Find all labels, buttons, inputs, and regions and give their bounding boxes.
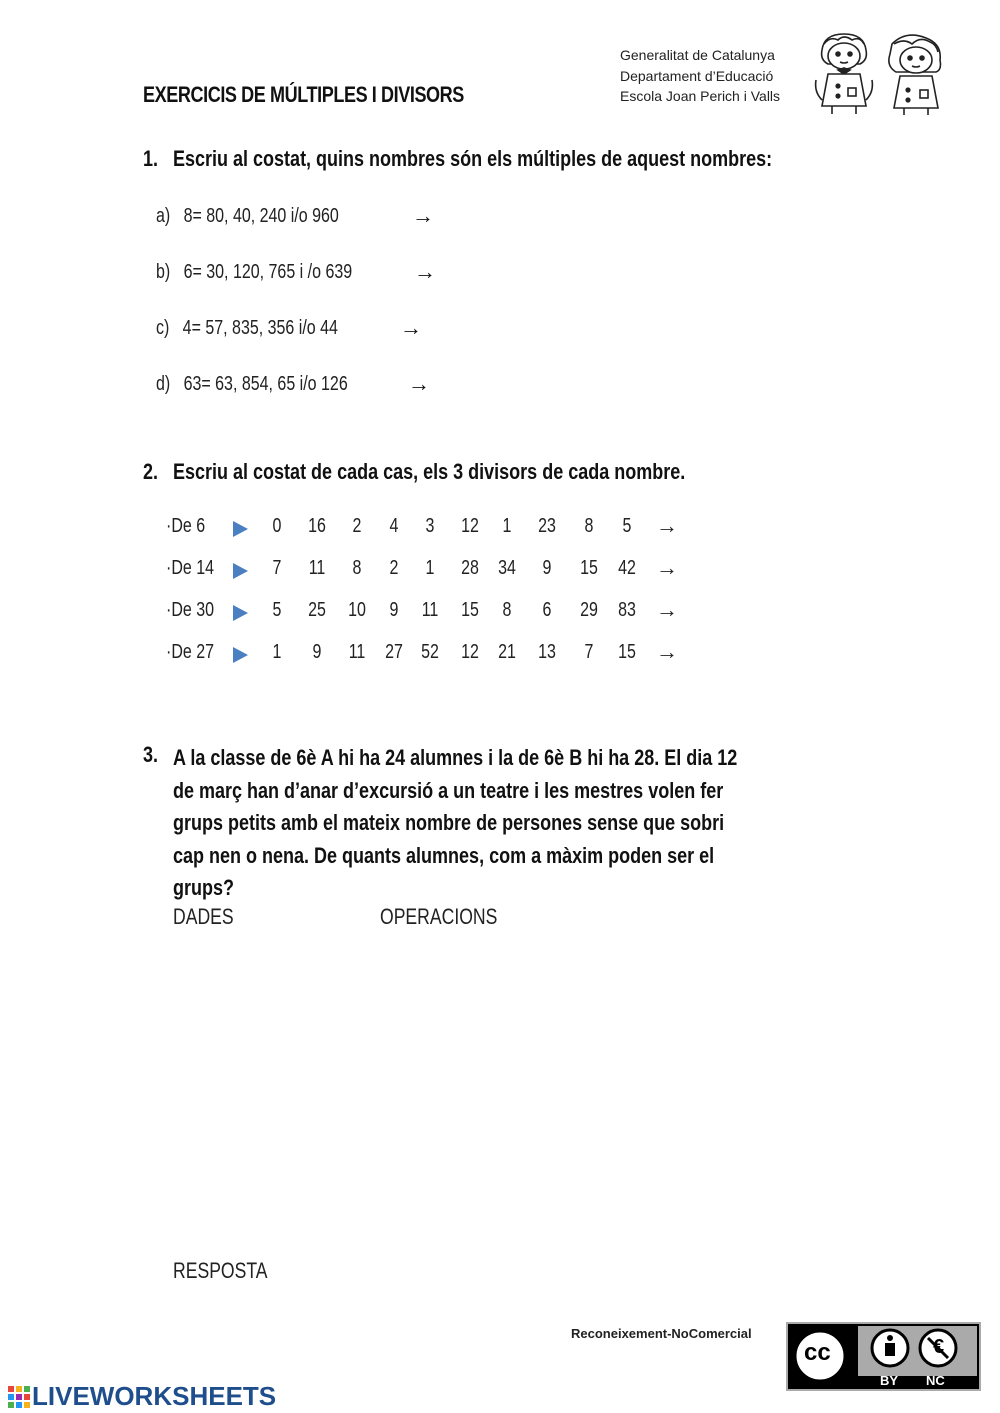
brand-text: LIVEWORKSHEETS — [32, 1381, 277, 1411]
institution-line: Escola Joan Perich i Valls — [620, 88, 781, 104]
divisor-candidate: 25 — [308, 599, 326, 621]
operacions-label-block — [380, 904, 527, 930]
divisor-candidate: 12 — [461, 641, 479, 663]
divisor-candidate: 21 — [498, 641, 516, 663]
divisor-candidate: 42 — [618, 557, 636, 579]
divisor-candidate: 52 — [421, 641, 439, 663]
divisor-candidate: 28 — [461, 557, 479, 579]
divisor-row-label: ·De 14 — [166, 557, 215, 579]
divisor-candidate: 83 — [618, 599, 636, 621]
q1-number-outside: 1. — [143, 146, 159, 171]
divisor-row — [166, 641, 686, 669]
arrow-icon: → — [412, 203, 434, 228]
divisor-candidate: 9 — [312, 641, 322, 663]
divisor-candidate: 5 — [272, 599, 282, 621]
divisor-candidate: 8 — [502, 599, 512, 621]
item-text: 6= 30, 120, 765 i /o 639 — [183, 261, 353, 283]
resposta-label: RESPOSTA — [173, 1258, 268, 1283]
divisor-candidate: 34 — [498, 557, 516, 579]
license-text: Reconeixement-NoComercial — [571, 1326, 752, 1341]
item-label: b) — [156, 261, 171, 283]
q2-number: 2. — [143, 459, 159, 484]
divisor-candidate: 7 — [272, 557, 282, 579]
item-label: c) — [156, 317, 170, 339]
divisor-candidate: 27 — [385, 641, 403, 663]
divisor-candidate: 11 — [421, 599, 439, 621]
liveworksheets-icon — [8, 1386, 30, 1408]
q2-heading-block — [173, 459, 813, 485]
divisor-candidate: 12 — [461, 515, 479, 537]
divisor-candidate: 9 — [389, 599, 399, 621]
divisor-row-label: ·De 27 — [166, 641, 215, 663]
q1-item-c — [156, 317, 383, 340]
divisor-row — [166, 515, 686, 543]
play-triangle-icon — [233, 647, 248, 663]
item-text: 4= 57, 835, 356 i/o 44 — [182, 317, 338, 339]
divisor-candidate: 23 — [538, 515, 556, 537]
arrow-icon: → — [656, 513, 678, 538]
page-title: EXERCICIS DE MÚLTIPLES I DIVISORS — [143, 82, 464, 107]
divisor-candidate: 11 — [308, 557, 326, 579]
arrow-icon: → — [400, 315, 422, 340]
dades-label-block — [173, 904, 249, 930]
divisor-candidate: 13 — [538, 641, 556, 663]
q3-text: A la classe de 6è A hi ha 24 alumnes i la de 6è B hi ha 28. El dia 12 de març han d’anar d’excursió a un teatre i les mestres volen fer grups petits amb el mateix nombre de persones sense que sobri cap nen o nena. De quants alumnes, com a màxim poden ser el grups? — [173, 745, 738, 900]
divisor-candidate: 6 — [542, 599, 552, 621]
divisor-candidate: 0 — [272, 515, 282, 537]
divisor-candidate: 1 — [425, 557, 435, 579]
operacions-label: OPERACIONS — [380, 904, 498, 929]
divisor-candidate: 2 — [389, 557, 399, 579]
institution-block — [620, 45, 780, 107]
play-triangle-icon — [233, 521, 248, 537]
euro-icon: € — [933, 1336, 945, 1358]
q1-item-a — [156, 205, 385, 228]
q1-item-d — [156, 373, 396, 396]
q2-number-block — [143, 459, 162, 485]
divisor-candidate: 11 — [348, 641, 366, 663]
divisor-candidate: 7 — [584, 641, 594, 663]
liveworksheets-logo[interactable] — [8, 1381, 276, 1412]
divisor-candidate: 4 — [389, 515, 399, 537]
cc-icon: cc — [804, 1339, 831, 1366]
divisor-row-label: ·De 30 — [166, 599, 215, 621]
institution-line: Departament d’Educació — [620, 67, 774, 84]
q1-heading-block — [173, 146, 922, 172]
item-label: a) — [156, 205, 171, 227]
divisor-candidate: 29 — [580, 599, 598, 621]
q1-item-b — [156, 261, 401, 284]
arrow-icon: → — [656, 639, 678, 664]
play-triangle-icon — [233, 605, 248, 621]
institution-line: Generalitat de Catalunya — [620, 47, 775, 63]
q3-number: 3. — [143, 742, 159, 767]
arrow-icon: → — [656, 597, 678, 622]
q2-heading: Escriu al costat de cada cas, els 3 divisors de cada nombre. — [173, 459, 686, 484]
arrow-icon: → — [656, 555, 678, 580]
cc-by-label: BY — [880, 1373, 899, 1388]
item-text: 63= 63, 854, 65 i/o 126 — [183, 373, 348, 395]
arrow-icon: → — [414, 259, 436, 284]
divisor-candidate: 8 — [352, 557, 362, 579]
school-logo-kids-illustration — [808, 30, 958, 116]
dades-label: DADES — [173, 904, 234, 929]
divisor-candidate: 1 — [272, 641, 282, 663]
arrow-icon: → — [408, 371, 430, 396]
cc-license-badge — [786, 1322, 981, 1391]
q1-heading: Escriu al costat, quins nombres són els múltiples de aquest nombres: — [173, 146, 773, 171]
divisor-candidate: 9 — [542, 557, 552, 579]
divisor-candidate: 15 — [461, 599, 479, 621]
divisor-candidate: 10 — [348, 599, 366, 621]
item-label: d) — [156, 373, 171, 395]
divisor-candidate: 16 — [308, 515, 326, 537]
resposta-label-block — [173, 1258, 291, 1284]
play-triangle-icon — [233, 563, 248, 579]
divisor-candidate: 8 — [584, 515, 594, 537]
cc-nc-label: NC — [926, 1373, 945, 1388]
item-text: 8= 80, 40, 240 i/o 960 — [183, 205, 339, 227]
divisor-candidate: 1 — [502, 515, 512, 537]
divisor-row — [166, 557, 686, 585]
divisor-row-label: ·De 6 — [166, 515, 206, 537]
divisor-candidate: 5 — [622, 515, 632, 537]
divisor-row — [166, 599, 686, 627]
divisor-candidate: 2 — [352, 515, 362, 537]
divisor-candidate: 15 — [618, 641, 636, 663]
divisor-candidate: 3 — [425, 515, 435, 537]
divisor-candidate: 15 — [580, 557, 598, 579]
